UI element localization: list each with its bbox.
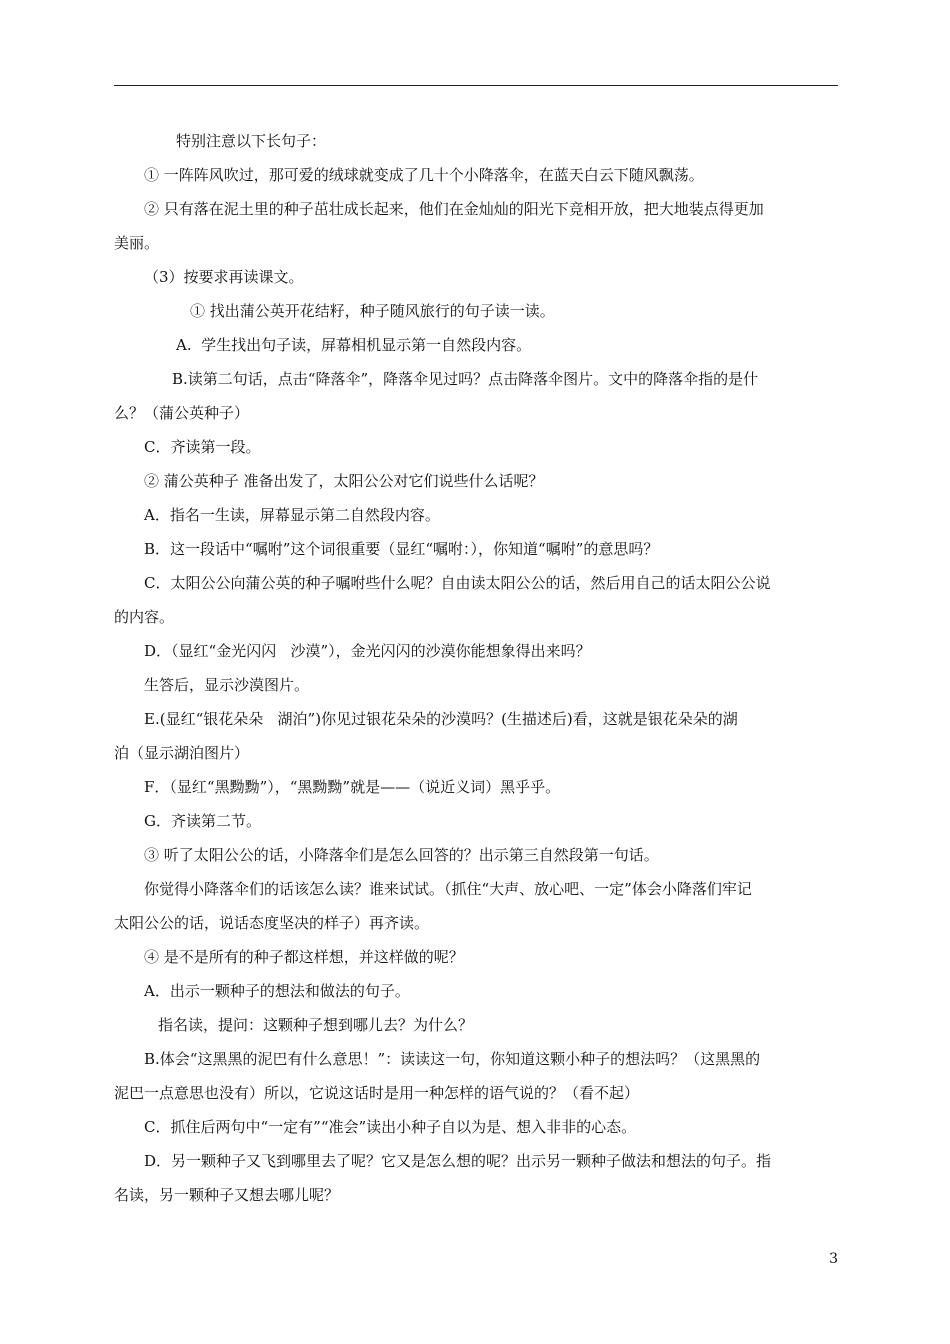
text-line: C．太阳公公向蒲公英的种子嘱咐些什么呢？自由读太阳公公的话，然后用自己的话太阳公公说 [144,574,771,592]
text-line: 生答后，显示沙漠图片。 [144,676,310,694]
text-line: A．出示一颗种子的想法和做法的句子。 [144,982,410,1000]
text-line: B.读第二句话，点击“降落伞”，降落伞见过吗？点击降落伞图片。文中的降落伞指的是什 [172,370,759,388]
header-rule [114,85,838,86]
text-line: 泊（显示湖泊图片） [114,744,250,762]
document-body [114,124,838,1212]
text-line: ① 找出蒲公英开花结籽，种子随风旅行的句子读一读。 [190,302,555,320]
text-line: （3）按要求再读课文。 [144,268,304,286]
text-line: ② 只有落在泥土里的种子茁壮成长起来，他们在金灿灿的阳光下竞相开放，把大地装点得更加 [144,200,764,218]
text-line: 名读，另一颗种子又想去哪儿呢？ [114,1186,340,1204]
text-line: A. 学生找出句子读，屏幕相机显示第一自然段内容。 [176,336,532,354]
text-line: C．齐读第一段。 [144,438,261,456]
text-line: B.体会“这黑黑的泥巴有什么意思！”：读读这一句，你知道这颗小种子的想法吗？（这黑黑的 [144,1050,761,1068]
text-line: 的内容。 [114,608,175,626]
text-line: 么？（蒲公英种子） [114,404,250,422]
text-line: 泥巴一点意思也没有）所以，它说这话时是用一种怎样的语气说的？（看不起） [114,1084,640,1102]
text-line: 太阳公公的话，说话态度坚决的样子）再齐读。 [114,914,430,932]
text-line: D．（显红“金光闪闪 沙漠”），金光闪闪的沙漠你能想象得出来吗？ [144,642,591,660]
text-line: 指名读，提问：这颗种子想到哪儿去？为什么？ [158,1016,474,1034]
text-line: ① 一阵阵风吹过，那可爱的绒球就变成了几十个小降落伞，在蓝天白云下随风飘荡。 [144,166,704,184]
page-number: 3 [829,1251,838,1267]
text-line: 美丽。 [114,234,160,252]
text-line: C．抓住后两句中“一定有”“准会”读出小种子自以为是、想入非非的心态。 [144,1118,637,1136]
text-line: F．（显红“黑黝黝”），“黑黝黝”就是——（说近义词）黑乎乎。 [144,778,561,796]
text-line: 你觉得小降落伞们的话该怎么读？谁来试试。（抓住“大声、放心吧、一定”体会小降落们牢记 [144,880,752,898]
text-line: A．指名一生读，屏幕显示第二自然段内容。 [144,506,440,524]
text-line: ② 蒲公英种子 准备出发了，太阳公公对它们说些什么话呢？ [144,472,544,490]
text-line: D．另一颗种子又飞到哪里去了呢？它又是怎么想的呢？出示另一颗种子做法和想法的句子。指 [144,1152,772,1170]
text-line: E.(显红“银花朵朵 湖泊”)你见过银花朵朵的沙漠吗？(生描述后)看，这就是银花朵朵的湖 [144,710,738,728]
text-line: ④ 是不是所有的种子都这样想，并这样做的呢？ [144,948,464,966]
text-line: 特别注意以下长句子： [176,132,327,150]
text-line: ③ 听了太阳公公的话，小降落伞们是怎么回答的？出示第三自然段第一句话。 [144,846,659,864]
text-line: G．齐读第二节。 [144,812,261,830]
text-line: B．这一段话中“嘱咐”这个词很重要（显红“嘱咐：），你知道“嘱咐”的意思吗？ [144,540,659,558]
